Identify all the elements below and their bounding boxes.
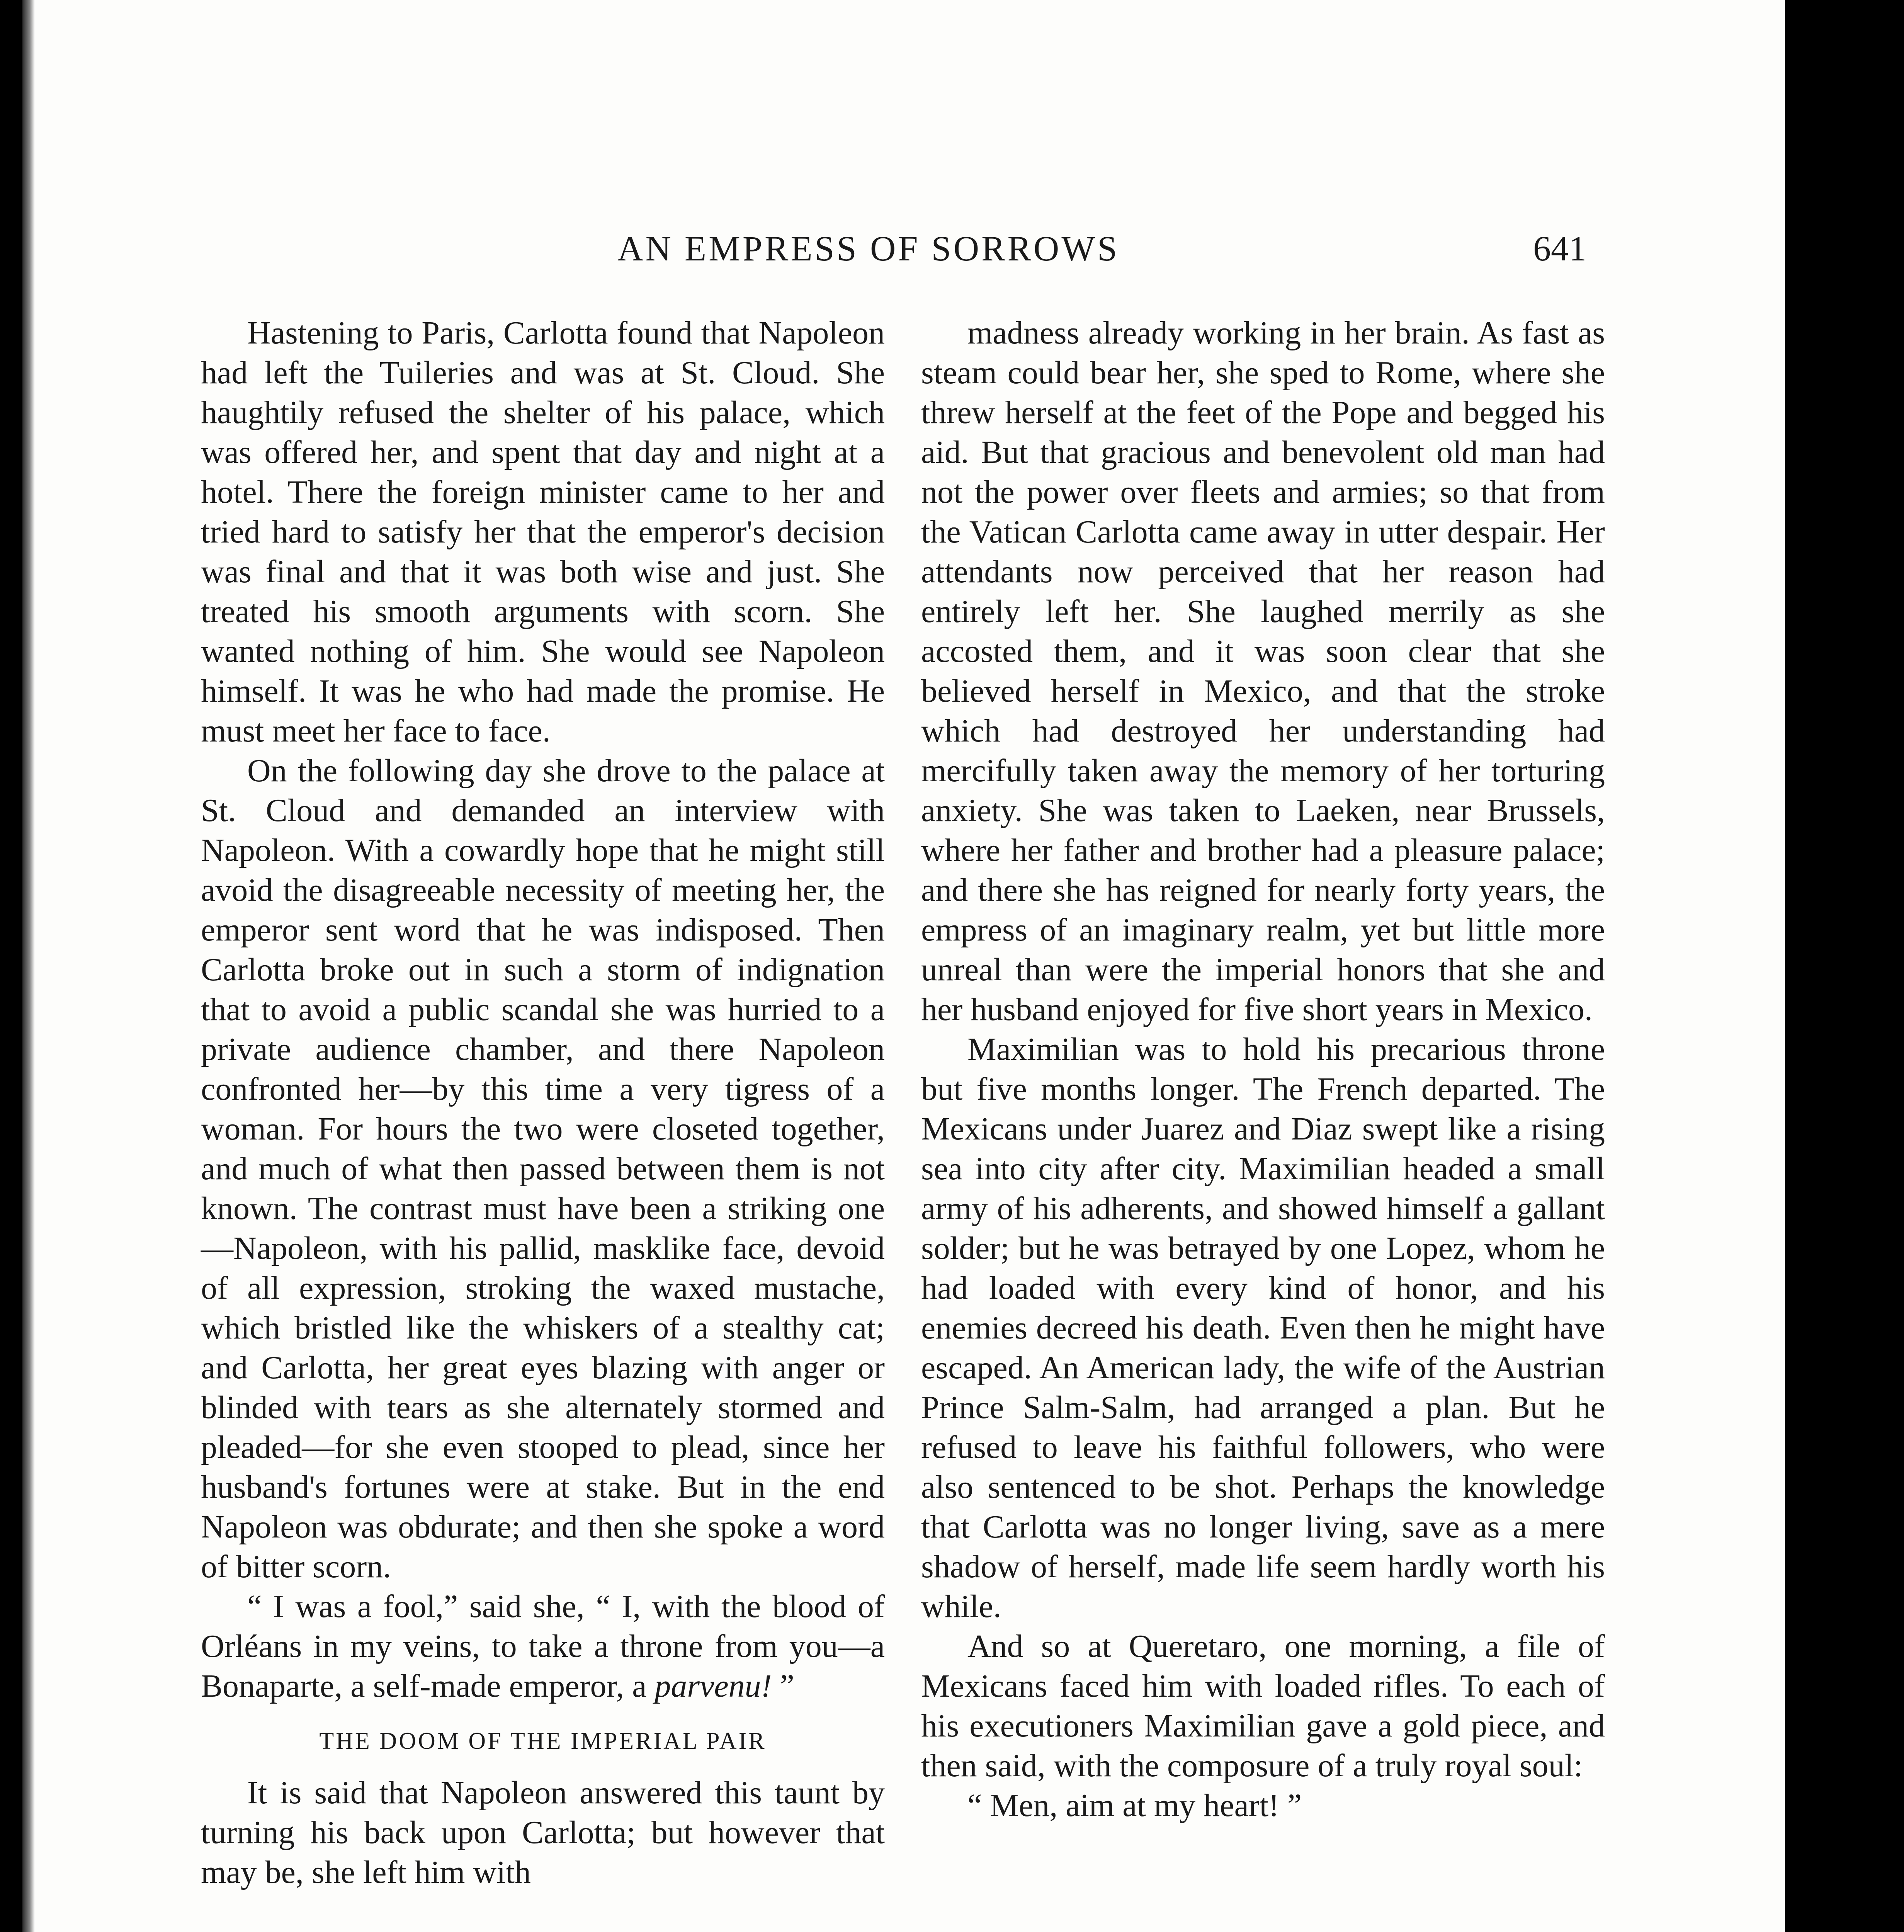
paragraph: Hastening to Paris, Carlotta found that Napoleon had left the Tuileries and was at St. Cloud. She haughtily refused the shelter of his palace, which was offered her, and spent that day and night at a hotel. There the foreign minister came to her and tried hard to satisfy her that the emperor's decision was final and that it was both wise and just. She treated his smooth arguments with scorn. She wanted nothing of him. She would see Napoleon himself. It was he who had made the promise. He must meet her face to face. bbox=[201, 315, 885, 749]
paragraph: And so at Queretaro, one morning, a file of Mexicans faced him with loaded rifles. To each of his executioners Maximilian gave a gold piece, and then said, with the composure of a truly royal soul: bbox=[921, 1628, 1605, 1784]
right-column bbox=[921, 313, 1605, 1825]
page-number: 641 bbox=[1533, 229, 1586, 268]
paragraph: On the following day she drove to the palace at St. Cloud and demanded an interview with Napoleon. With a cowardly hope that he might still avoid the disagreeable necessity of meeting her, the emperor sent word that he was indisposed. Then Carlotta broke out in such a storm of indignation that to avoid a public scandal she was hurried to a private audience chamber, and there Napoleon confronted her—by this time a very tigress of a woman. For hours the two were closeted together, and much of what then passed between them is not known. The contrast must have been a striking one—Napoleon, with his pallid, masklike face, devoid of all expression, stroking the waxed mustache, which bristled like the whiskers of a stealthy cat; and Carlotta, her great eyes blazing with anger or blinded with tears as she alternately stormed and pleaded—for she even stooped to plead, since her husband's fortunes were at stake. But in the end Napoleon was obdurate; and then she spoke a word of bitter scorn. bbox=[201, 753, 885, 1585]
paragraph: madness already working in her brain. As fast as steam could bear her, she sped to Rome, where she threw herself at the feet of the Pope and begged his aid. But that gracious and benevolent old man had not the power over fleets and armies; so that from the Vatican Carlotta came away in utter despair. Her attendants now perceived that her reason had entirely left her. She laughed merrily as she accosted them, and it was soon clear that she believed herself in Mexico, and that the stroke which had destroyed her understanding had mercifully taken away the memory of her torturing anxiety. She was taken to Laeken, near Brussels, where her father and brother had a pleasure palace; and there she has reigned for nearly forty years, the empress of an imaginary realm, yet but little more unreal than were the imperial honors that she and her husband enjoyed for five short years in Mexico. bbox=[921, 315, 1605, 1027]
closing-quote: “ Men, aim at my heart! ” bbox=[967, 1787, 1302, 1823]
quote-text: “ I was a fool,” said she, “ I, with the blood of Orléans in my veins, to take a throne from you—a Bonaparte, a self-made emperor, a bbox=[201, 1588, 885, 1704]
section-subheading: THE DOOM OF THE IMPERIAL PAIR bbox=[319, 1728, 767, 1754]
italic-word: parvenu! bbox=[654, 1668, 772, 1704]
paragraph: Maximilian was to hold his precarious throne but five months longer. The French departed. The Mexicans under Juarez and Diaz swept like a rising sea into city after city. Maximilian headed a small army of his adherents, and showed himself a gallant solder; but he was betrayed by one Lopez, whom he had loaded with every kind of honor, and his enemies decreed his death. Even then he might have escaped. An American lady, the wife of the Austrian Prince Salm-Salm, had arranged a plan. But he refused to leave his faithful followers, who were also sentenced to be shot. Perhaps the knowledge that Carlotta was no longer living, save as a mere shadow of herself, made life seem hardly worth his while. bbox=[921, 1031, 1605, 1624]
left-column bbox=[201, 313, 885, 1892]
page-spine-shadow bbox=[22, 0, 35, 1932]
paragraph: It is said that Napoleon answered this taunt by turning his back upon Carlotta; but however that may be, she left him with bbox=[201, 1775, 885, 1890]
quote-close: ” bbox=[772, 1668, 794, 1704]
quote-paragraph bbox=[201, 1587, 885, 1706]
running-title: AN EMPRESS OF SORROWS bbox=[617, 229, 1120, 268]
magazine-page bbox=[22, 0, 1785, 1932]
